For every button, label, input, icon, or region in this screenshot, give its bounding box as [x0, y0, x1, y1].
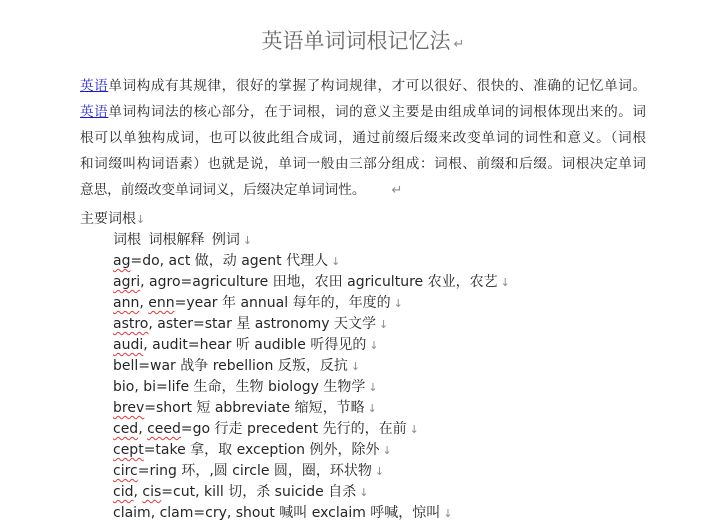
- root-item-text: [113, 505, 440, 521]
- root-item: [80, 377, 646, 398]
- line-break-mark: ↓: [136, 213, 146, 226]
- root-item-text: [113, 337, 366, 353]
- line-break-mark: ↓: [393, 297, 403, 310]
- root-text: , aster=star 星 astronomy 天文学: [148, 316, 376, 332]
- columns-header-row: [80, 230, 646, 251]
- misspelled-word: circ: [113, 463, 138, 479]
- line-break-mark: ↓: [378, 318, 389, 331]
- root-item-text: [113, 316, 376, 332]
- root-item-text: [113, 274, 498, 290]
- misspelled-word: audi: [113, 337, 144, 353]
- root-text: =short 短 abbreviate 缩短，节略: [144, 400, 365, 416]
- misspelled-word: ann: [113, 295, 140, 311]
- line-break-mark: ↓: [350, 360, 361, 373]
- misspelled-word: astro: [113, 316, 149, 332]
- intro-paragraphs: [80, 73, 646, 203]
- root-item: [80, 440, 646, 461]
- root-item-text: [113, 379, 365, 395]
- hyperlink-yingyu-1[interactable]: 英语: [80, 78, 109, 94]
- misspelled-word: cis: [142, 484, 162, 500]
- root-item-text: [113, 358, 348, 374]
- root-text: , agro=agriculture 田地，农田 agriculture 农业，农艺: [140, 274, 498, 290]
- root-item: [80, 293, 646, 314]
- root-text: =do, act 做，动 agent 代理人: [130, 253, 329, 269]
- paragraph-line: [80, 177, 646, 203]
- line-break-mark: ↓: [331, 255, 341, 268]
- root-item: [80, 461, 646, 482]
- root-text: ,: [138, 421, 148, 437]
- root-item: [80, 482, 646, 503]
- paragraph-text: 单词构词法的核心部分，在于词根，词的意义主要是由组成单词的词根体现出来的。词: [108, 104, 646, 120]
- root-item-text: [113, 442, 379, 458]
- root-item-text: [113, 400, 365, 416]
- line-break-mark: ↓: [500, 276, 510, 289]
- line-break-mark: ↓: [443, 507, 453, 520]
- root-item-text: [113, 463, 372, 479]
- root-item: [80, 251, 646, 272]
- root-text: , audit=hear 听 audible 听得见的: [143, 337, 367, 353]
- paragraph-line: [80, 151, 646, 177]
- root-item-text: [113, 295, 391, 311]
- paragraph-line: [80, 99, 646, 125]
- paragraph-mark: ↵: [391, 183, 403, 198]
- line-break-mark: ↓: [367, 402, 377, 415]
- line-break-mark: ↓: [359, 486, 369, 499]
- root-text: bell=war 战争 rebellion 反叛，反抗: [113, 358, 348, 374]
- root-item: [80, 356, 646, 377]
- misspelled-word: cept: [113, 442, 144, 458]
- root-item: [80, 272, 646, 293]
- root-item-text: [113, 421, 407, 437]
- document-canvas[interactable]: [80, 0, 646, 524]
- paragraph-line: [80, 73, 646, 99]
- root-text: =take 拿，取 exception 例外，除外: [143, 442, 380, 458]
- misspelled-word: ag: [113, 253, 131, 269]
- paragraph-mark: ↵: [453, 37, 465, 52]
- root-item: [80, 335, 646, 356]
- root-item: [80, 398, 646, 419]
- roots-section: [80, 209, 646, 524]
- root-item-text: [113, 484, 356, 500]
- root-item-text: [113, 253, 328, 269]
- root-text: ,: [133, 484, 143, 500]
- misspelled-word: ced: [113, 421, 139, 437]
- line-break-mark: ↓: [368, 381, 378, 394]
- line-break-mark: ↓: [409, 423, 419, 436]
- root-text: =cut, kill 切，杀 suicide 自杀: [161, 484, 357, 500]
- line-break-mark: ↓: [369, 339, 379, 352]
- misspelled-word: enn: [148, 295, 175, 311]
- misspelled-word: brev: [113, 400, 145, 416]
- line-break-mark: ↓: [382, 444, 392, 457]
- root-text: ,: [139, 295, 149, 311]
- misspelled-word: agri: [113, 274, 141, 290]
- root-text: bio, bi=life 生命，生物 biology 生物学: [113, 379, 366, 395]
- root-text: =ring 环，,圆 circle 圆，圈，环状物: [137, 463, 372, 479]
- root-text: =go 行走 precedent 先行的，在前: [180, 421, 407, 437]
- section-heading: 主要词根: [80, 211, 136, 227]
- line-break-mark: ↓: [374, 465, 385, 478]
- root-item: [80, 314, 646, 335]
- line-break-mark: ↓: [242, 234, 253, 247]
- root-text: =year 年 annual 每年的，年度的: [174, 295, 391, 311]
- root-item: [80, 419, 646, 440]
- paragraph-text: 单词构成有其规律，很好的掌握了构词规律，才可以很好、很快的、准确的记忆单词。: [108, 78, 646, 94]
- paragraph-line: [80, 125, 646, 151]
- misspelled-word: cid: [113, 484, 134, 500]
- paragraph-text: 和词缀叫构词语素）也就是说，单词一般由三部分组成：词根、前缀和后缀。词根决定单词: [80, 156, 646, 172]
- misspelled-word: ceed: [147, 421, 181, 437]
- section-heading-row: [80, 209, 646, 230]
- hyperlink-yingyu-2[interactable]: 英语: [80, 104, 109, 120]
- document-title-row: [80, 29, 646, 57]
- columns-header: 词根 词根解释 例词: [113, 232, 240, 248]
- root-list: [80, 251, 646, 524]
- paragraph-text: 根可以单独构成词，也可以彼此组合成词，通过前缀后缀来改变单词的词性和意义。（词根: [80, 130, 646, 146]
- page-title: 英语单词词根记忆法: [261, 29, 451, 53]
- root-text: claim, clam=cry, shout 喊叫 exclaim 呼喊，惊叫: [113, 505, 441, 521]
- paragraph-text: 意思，前缀改变单词词义，后缀决定单词词性。: [80, 182, 366, 198]
- root-item: [80, 503, 646, 524]
